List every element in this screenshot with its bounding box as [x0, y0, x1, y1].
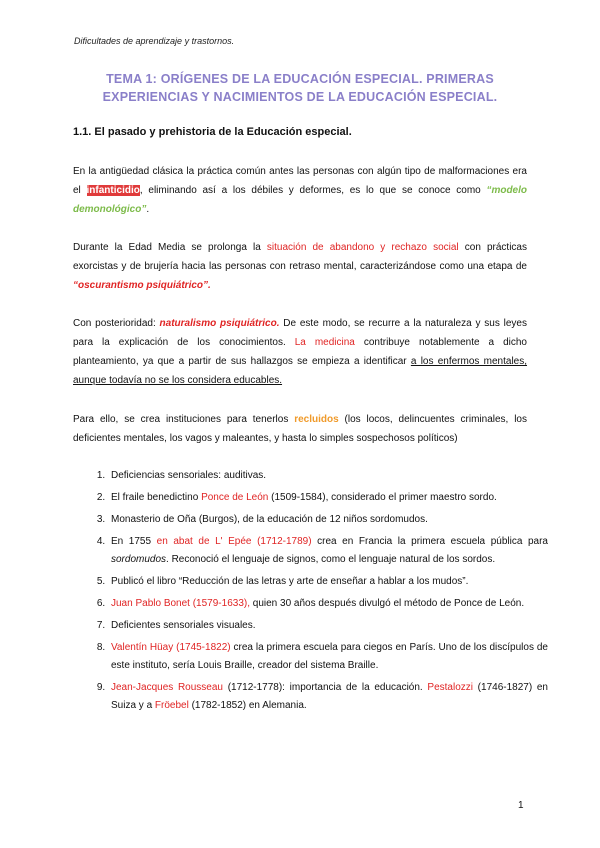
list-item [108, 533, 548, 569]
list-item [108, 511, 548, 529]
paragraph-naturalismo [73, 314, 527, 390]
p1-text-a: En la antigüedad clásica la práctica común antes las personas con algún tipo de malformaciones era el [73, 166, 527, 196]
term-la-medicina: La medicina [294, 337, 355, 348]
term-naturalismo: naturalismo psiquiátrico. [159, 318, 280, 329]
list-item [108, 489, 548, 507]
section-heading: 1.1. El pasado y prehistoria de la Educación especial. [73, 126, 352, 138]
item4-text-a: En 1755 [111, 536, 157, 547]
p3-text-e: contribuye notablemente a dicho planteamiento, ya que a partir de sus hallazgos se empieza a identificar [73, 337, 527, 367]
list-item [108, 679, 548, 715]
item3-text: Monasterio de Oña (Burgos), de la educación de 12 niños sordomudos. [111, 514, 428, 525]
title-line-1: TEMA 1: ORÍGENES DE LA EDUCACIÓN ESPECIAL. PRIMERAS [106, 72, 494, 86]
p4-text-c: (los locos, delincuentes criminales, los deficientes mentales, los vagos y maleantes, y hasta lo simples sospechosos políticos) [73, 414, 527, 444]
item7-text: Deficientes sensoriales visuales. [111, 620, 256, 631]
running-header: Dificultades de aprendizaje y trastornos. [74, 36, 235, 46]
item5-text: Publicó el libro “Reducción de las letras y arte de enseñar a hablar a los mudos”. [111, 576, 469, 587]
item8-text-b: crea la primera escuela para ciegos en París. Uno de los discípulos de este instituto, sería Louis Braille, creador del sistema Braille. [111, 642, 548, 671]
list-item [108, 617, 548, 635]
p1-text-e: . [146, 204, 150, 215]
item4-text-e: . Reconoció el lenguaje de signos, como el lenguaje natural de los sordos. [166, 554, 496, 565]
list-item [108, 467, 548, 485]
item2-text-a: El fraile benedictino [111, 492, 202, 503]
item4-text-c: crea en Francia la primera escuela pública para [311, 536, 548, 547]
term-recluidos: recluidos [294, 414, 339, 425]
p1-text-c: , eliminando así a los débiles y deformes, es lo que se conoce como [139, 185, 487, 196]
list-item [108, 573, 548, 591]
term-sordomudos: sordomudos [111, 554, 167, 565]
item9-text-f: (1782-1852) en Alemania. [188, 700, 307, 711]
p2-text-a: Durante la Edad Media se prolonga la [73, 242, 267, 253]
p3-text-a: Con posterioridad: [73, 318, 160, 329]
item9-text-b: (1712-1778): importancia de la educación. [223, 682, 428, 693]
term-infanticidio: infanticidio [86, 185, 140, 196]
list-item [108, 595, 548, 613]
name-ponce-de-leon: Ponce de León [201, 492, 269, 503]
list-item [108, 639, 548, 675]
term-oscurantismo: “oscurantismo psiquiátrico”. [73, 280, 211, 291]
p4-text-a: Para ello, se crea instituciones para tenerlos [73, 414, 295, 425]
paragraph-recluidos [73, 410, 527, 448]
name-abat-de-lepee: en abat de L' Epée (1712-1789) [156, 536, 312, 547]
page-number: 1 [518, 800, 524, 811]
name-pestalozzi: Pestalozzi [427, 682, 473, 693]
name-rousseau: Jean-Jacques Rousseau [111, 682, 223, 693]
title-line-2: EXPERIENCIAS Y NACIMIENTOS DE LA EDUCACIÓN ESPECIAL. [102, 90, 498, 104]
item2-text-c: (1509-1584), considerado el primer maestro sordo. [268, 492, 497, 503]
item9-text-d: (1746-1827) en Suiza y a [111, 682, 548, 711]
history-list [88, 467, 548, 719]
name-valentin-huay: Valentín Hüay (1745-1822) [111, 642, 231, 653]
term-modelo-demonologico: “modelo demonológico” [73, 185, 528, 215]
p2-text-c: con prácticas exorcistas y de brujería hacia las personas con retraso mental, caracterizándose como una etapa de [73, 242, 527, 272]
item6-text-b: quien 30 años después divulgó el método de Ponce de León. [250, 598, 525, 609]
paragraph-edad-media [73, 238, 527, 295]
term-enfermos-mentales: a los enfermos mentales, aunque todavía no se los considera educables. [73, 356, 528, 386]
paragraph-infanticidio [73, 162, 527, 219]
term-abandono-rechazo: situación de abandono y rechazo social [266, 242, 459, 253]
name-juan-pablo-bonet: Juan Pablo Bonet (1579-1633), [111, 598, 250, 609]
name-froebel: Fröebel [154, 700, 189, 711]
p3-text-c: De este modo, se recurre a la naturaleza y sus leyes para la explicación de los conocimientos. [73, 318, 527, 348]
item1-text: Deficiencias sensoriales: auditivas. [111, 470, 267, 481]
page-title [60, 70, 540, 106]
